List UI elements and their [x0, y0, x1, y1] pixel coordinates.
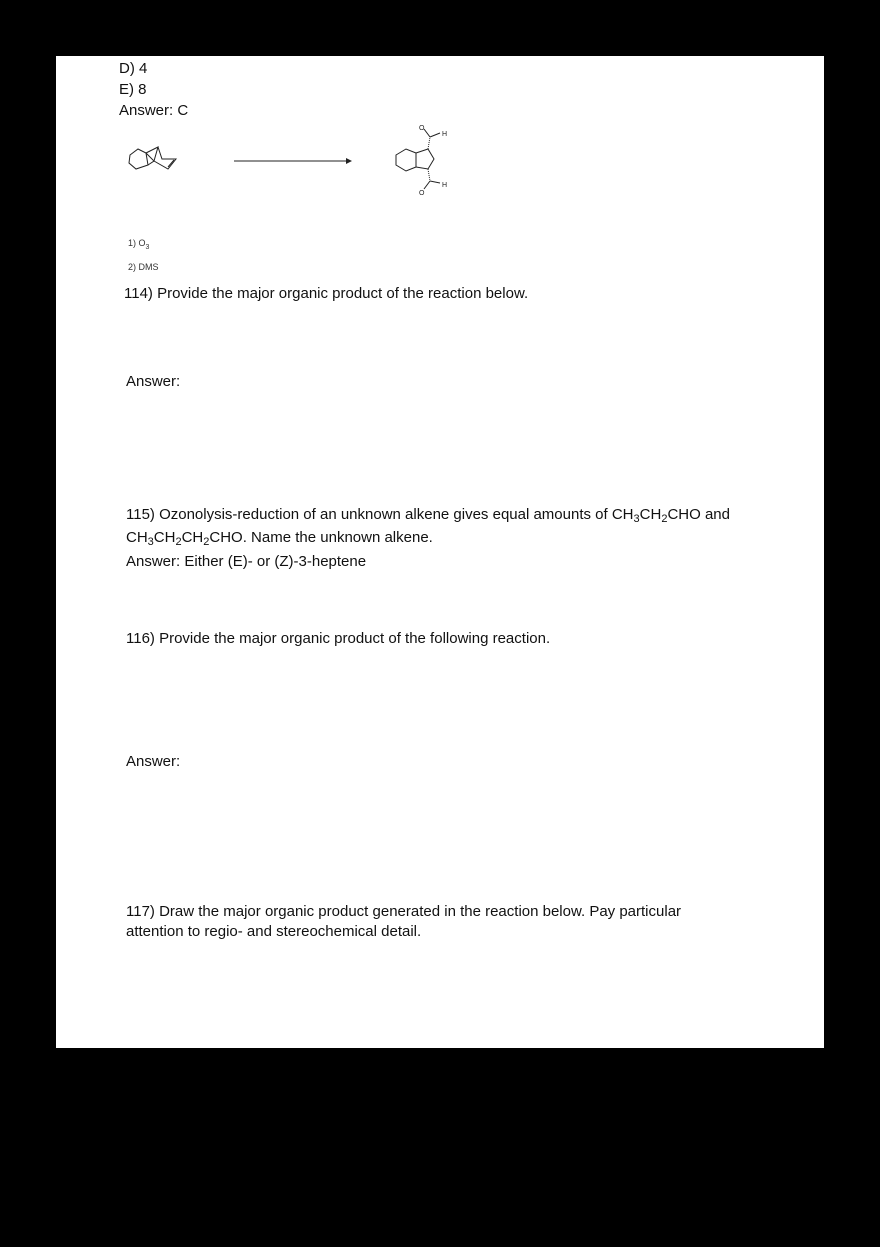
- question-117-line2: attention to regio- and stereochemical detail.: [126, 923, 422, 940]
- option-e: E) 8: [119, 81, 147, 98]
- question-115-line1: 115) Ozonolysis-reduction of an unknown alkene gives equal amounts of $CH_3CH_2CHO$ and: [126, 506, 730, 525]
- document-page: [56, 56, 824, 1048]
- reactant-structure: [124, 141, 184, 181]
- question-114: 114) Provide the major organic product of the reaction below.: [124, 285, 529, 302]
- svg-text:O: O: [419, 190, 425, 197]
- answer-115: Answer: Either (E)- or (Z)-3-heptene: [126, 553, 367, 570]
- reaction-arrow: [234, 156, 354, 166]
- svg-text:H: H: [442, 131, 448, 138]
- product-structure: [388, 121, 458, 201]
- question-115-line2: $CH_3CH_2CH_2CHO$. Name the unknown alkene.: [126, 529, 433, 548]
- option-d: D) 4: [119, 60, 148, 77]
- answer-116: Answer:: [126, 753, 181, 770]
- answer-114: Answer:: [126, 373, 181, 390]
- reagent-2: 2) DMS: [128, 262, 159, 272]
- answer-prev: Answer: C: [119, 102, 189, 119]
- question-116: 116) Provide the major organic product of the following reaction.: [126, 630, 551, 647]
- question-117-line1: 117) Draw the major organic product generated in the reaction below. Pay particular: [126, 903, 682, 920]
- reagent-1: 1) $O_3$: [128, 238, 150, 251]
- svg-text:O: O: [419, 125, 425, 132]
- svg-text:H: H: [442, 182, 448, 189]
